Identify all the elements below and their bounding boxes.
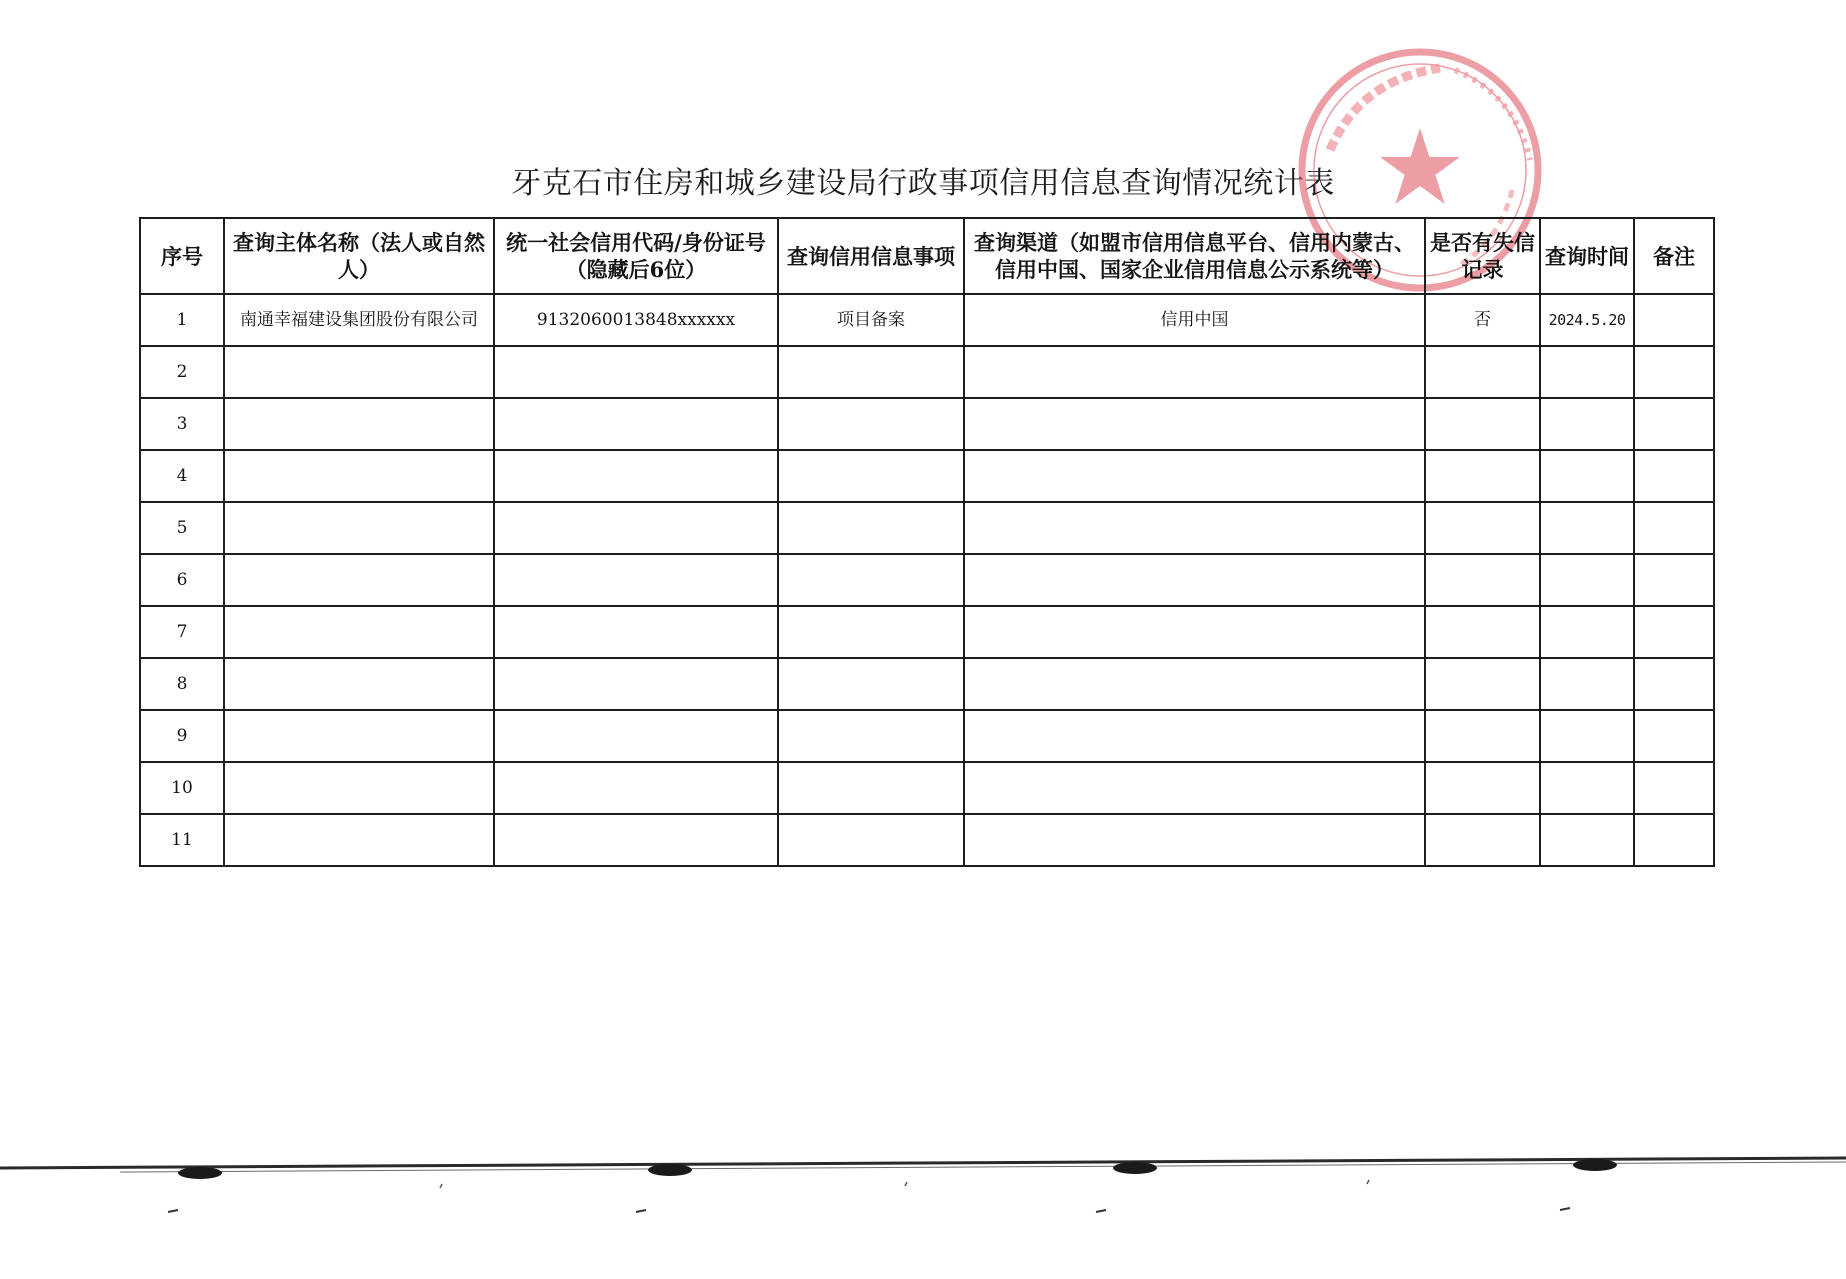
table-cell: 信用中国 — [964, 294, 1425, 346]
table-cell: 5 — [140, 502, 224, 554]
table-cell — [778, 398, 964, 450]
table-cell — [1540, 554, 1634, 606]
table-cell — [1425, 658, 1540, 710]
table-cell: 7 — [140, 606, 224, 658]
table-cell: 1 — [140, 294, 224, 346]
table-cell — [1540, 398, 1634, 450]
table-row — [140, 710, 1714, 762]
table-cell — [494, 658, 778, 710]
table-cell: 8 — [140, 658, 224, 710]
table-cell — [964, 658, 1425, 710]
credit-query-table — [139, 217, 1715, 867]
table-row — [140, 346, 1714, 398]
table-cell — [1634, 554, 1714, 606]
table-cell — [224, 762, 494, 814]
table-cell — [224, 710, 494, 762]
table-cell — [494, 346, 778, 398]
table-cell — [964, 554, 1425, 606]
table-cell: 9 — [140, 710, 224, 762]
table-cell — [1425, 346, 1540, 398]
table-cell — [1634, 710, 1714, 762]
table-cell — [778, 554, 964, 606]
table-cell — [1540, 814, 1634, 866]
table-cell — [964, 606, 1425, 658]
table-cell — [964, 814, 1425, 866]
table-cell — [964, 450, 1425, 502]
column-header: 是否有失信记录 — [1425, 218, 1540, 294]
table-cell — [1540, 762, 1634, 814]
table-cell: 2 — [140, 346, 224, 398]
table-row — [140, 502, 1714, 554]
table-cell — [964, 710, 1425, 762]
table-cell — [778, 502, 964, 554]
column-header: 查询信用信息事项 — [778, 218, 964, 294]
table-cell — [1425, 502, 1540, 554]
table-cell — [224, 658, 494, 710]
table-cell — [224, 502, 494, 554]
table-cell: 南通幸福建设集团股份有限公司 — [224, 294, 494, 346]
table-row — [140, 294, 1714, 346]
table-row — [140, 554, 1714, 606]
column-header: 序号 — [140, 218, 224, 294]
table-row — [140, 450, 1714, 502]
table-cell — [964, 398, 1425, 450]
table-row — [140, 606, 1714, 658]
column-header: 统一社会信用代码/身份证号（隐藏后6位） — [494, 218, 778, 294]
table-row — [140, 658, 1714, 710]
table-cell — [1425, 450, 1540, 502]
table-cell — [224, 450, 494, 502]
table-cell — [1425, 554, 1540, 606]
table-row — [140, 398, 1714, 450]
table-cell — [964, 762, 1425, 814]
table-cell — [1634, 606, 1714, 658]
table-cell — [964, 346, 1425, 398]
table-cell — [1540, 710, 1634, 762]
page-bottom-edge — [0, 1150, 1846, 1230]
table-cell — [494, 710, 778, 762]
table-cell — [778, 658, 964, 710]
page-title: 牙克石市住房和城乡建设局行政事项信用信息查询情况统计表 — [511, 166, 1335, 201]
table-cell — [494, 762, 778, 814]
column-header: 查询渠道（如盟市信用信息平台、信用内蒙古、信用中国、国家企业信用信息公示系统等） — [964, 218, 1425, 294]
table-cell — [1540, 502, 1634, 554]
column-header: 备注 — [1634, 218, 1714, 294]
table-cell — [1425, 814, 1540, 866]
column-header: 查询时间 — [1540, 218, 1634, 294]
table-cell — [494, 398, 778, 450]
table-cell — [1540, 346, 1634, 398]
table-cell — [1634, 346, 1714, 398]
table-cell: 2024.5.20 — [1540, 294, 1634, 346]
table-cell — [778, 762, 964, 814]
table-cell — [1634, 294, 1714, 346]
table-cell — [224, 398, 494, 450]
table-cell — [1634, 502, 1714, 554]
table-cell — [494, 450, 778, 502]
table-row — [140, 762, 1714, 814]
table-cell: 10 — [140, 762, 224, 814]
table-cell — [778, 346, 964, 398]
table-cell — [1540, 658, 1634, 710]
table-cell — [1634, 762, 1714, 814]
table-cell: 否 — [1425, 294, 1540, 346]
table-cell — [778, 450, 964, 502]
table-cell — [1634, 450, 1714, 502]
table-cell: 11 — [140, 814, 224, 866]
table-cell: 4 — [140, 450, 224, 502]
table-cell: 3 — [140, 398, 224, 450]
table-cell: 6 — [140, 554, 224, 606]
table-cell — [964, 502, 1425, 554]
table-cell — [1425, 710, 1540, 762]
table-cell: 9132060013848xxxxxx — [494, 294, 778, 346]
table-cell — [224, 606, 494, 658]
table-cell — [1425, 762, 1540, 814]
table-cell — [494, 814, 778, 866]
table-cell — [1634, 814, 1714, 866]
table-row — [140, 814, 1714, 866]
table-cell — [224, 814, 494, 866]
table-cell — [778, 606, 964, 658]
table-cell — [1540, 450, 1634, 502]
table-cell — [1634, 658, 1714, 710]
table-cell — [494, 606, 778, 658]
table-cell — [1425, 606, 1540, 658]
table-cell — [494, 502, 778, 554]
table-cell: 项目备案 — [778, 294, 964, 346]
column-header: 查询主体名称（法人或自然人） — [224, 218, 494, 294]
table-header-row — [140, 218, 1714, 294]
table-cell — [778, 710, 964, 762]
table-cell — [224, 346, 494, 398]
table-cell — [224, 554, 494, 606]
table-cell — [1540, 606, 1634, 658]
table-cell — [494, 554, 778, 606]
table-cell — [1425, 398, 1540, 450]
table-cell — [1634, 398, 1714, 450]
table-cell — [778, 814, 964, 866]
